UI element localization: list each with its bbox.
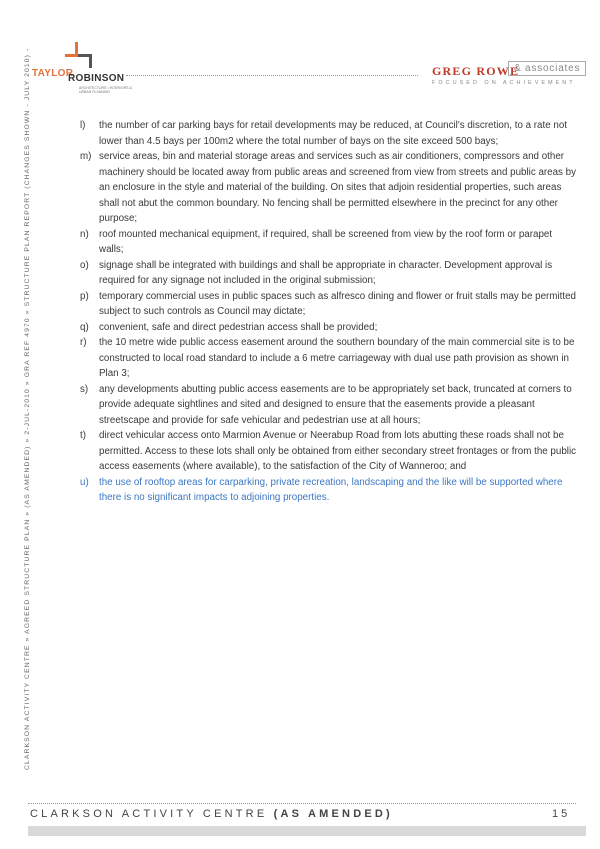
list-item-text: the number of car parking bays for retail developments may be reduced, at Council's discretion, to a rate not lower than 4.5 bays per 100m2 where the total number of bays on the site exceed 500 bays; [99,120,568,147]
list-item-text: any developments abutting public access easements are to be appropriately set back, truncated at corners to provide adequate sightlines and sited and designed to ensure that the easements provide a pleasant streetscape and provide for safe vehicular and pedestrian use at all hours; [99,383,572,426]
list-item [80,428,578,475]
list-item-marker: m) [80,151,92,162]
greg-rowe-logo-name: GREG ROWE [432,64,520,78]
list-item-text: the use of rooftop areas for carparking, private recreation, landscaping and the like will be supported where there is no significant impacts to adjoining properties. [99,476,563,503]
list-item-text: roof mounted mechanical equipment, if required, shall be screened from view by the roof form or parapet walls; [99,228,553,255]
list-item-marker: s) [80,383,89,395]
logo-robinson-text: ROBINSON [68,73,125,84]
header-divider [126,75,418,76]
greg-rowe-tagline: FOCUSED ON ACHIEVEMENT [432,80,576,86]
sidebar-document-title: CLARKSON ACTIVITY CENTRE » AGREED STRUCTURE PLAN » (AS AMENDED) » 2-JUL-2010 » GRA REF 4970 » STRUCTURE PLAN REPORT (CHANGES SHOWN - JULY 2010) - [24,47,31,770]
list-item [80,258,578,289]
list-item-marker: r) [80,337,87,348]
greg-rowe-logo-associates: & associates [508,61,586,76]
logo-taylor-text: TAYLOR [32,68,74,79]
list-item-text: convenient, safe and direct pedestrian access shall be provided; [99,321,378,333]
list-item-text: temporary commercial uses in public spaces such as alfresco dining and flower or fruit stalls may be permitted subject to such controls as Council may dictate; [99,290,576,317]
list-item [80,227,578,258]
list-item-text: the 10 metre wide public access easement around the southern boundary of the main commercial site is to be constructed to local road standard to include a 6 metre carriageway with dual use path provision as shown in Plan 3; [99,337,575,379]
footer-divider [28,803,576,804]
list-item-marker: q) [80,321,89,333]
list-item-marker: t) [80,430,86,441]
clause-list [80,118,578,506]
list-item-marker: o) [80,259,89,271]
list-item-text: service areas, bin and material storage areas and services such as air conditioners, compressors and other machinery should be located away from public areas and screened from view from streets and public areas by an enclosure in the style and material of the building. On sites that adjoin residential properties, such areas shall not abut the common boundary. No fencing shall be permitted elsewhere in the precinct for any other purpose; [99,151,577,224]
page-number: 15 [552,808,571,820]
footer-title-amended: (AS AMENDED) [273,808,393,820]
footer-title-main: CLARKSON ACTIVITY CENTRE [30,808,268,820]
list-item-marker: n) [80,228,89,240]
list-item-marker: u) [80,476,89,488]
list-item [80,289,578,320]
logo-subtitle: ARCHITECTURE • INTERIORS & URBAN PLANNING [79,86,132,94]
list-item [80,335,578,382]
taylor-robinson-logo [30,42,140,102]
list-item-text: signage shall be integrated with buildings and shall be appropriate in character. Development approval is required for any signage not included in the original submission; [99,259,553,286]
list-item [80,118,578,149]
list-item-marker: p) [80,290,89,302]
list-item [80,382,578,429]
footer-bar [28,826,586,836]
list-item-marker: l) [80,120,86,131]
list-item [80,320,578,336]
list-item [80,475,578,506]
list-item [80,149,578,227]
footer-title [30,808,393,820]
list-item-text: direct vehicular access onto Marmion Avenue or Neerabup Road from lots abutting these roads shall not be permitted. Access to these lots shall only be obtained from either secondary street frontages or from the public access easements (where available), to the satisfaction of the City of Wanneroo; and [99,430,577,472]
